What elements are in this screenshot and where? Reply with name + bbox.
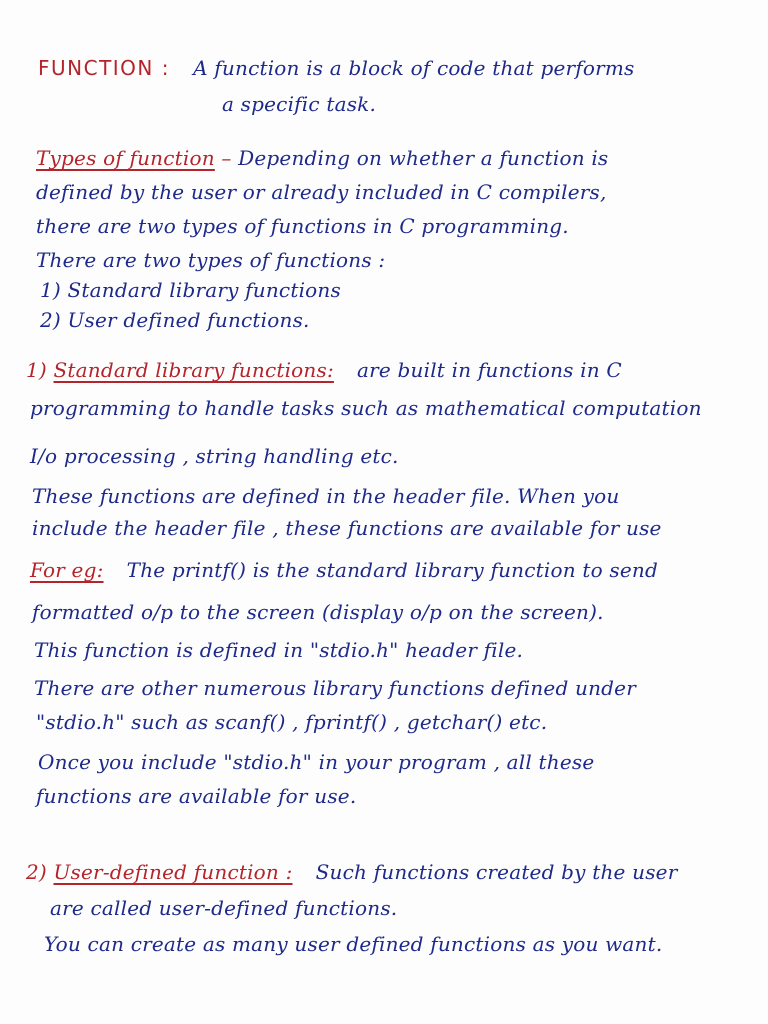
types-heading: Types of function: [36, 146, 215, 170]
standard-text-7: formatted o/p to the screen (display o/p on the screen).: [32, 600, 604, 624]
standard-line-5: [32, 514, 662, 542]
standard-line-6: [30, 556, 658, 584]
standard-line-12: [36, 782, 356, 810]
function-term: FUNCTION :: [38, 56, 170, 80]
standard-line-10: [36, 708, 547, 736]
types-dash: –: [221, 146, 232, 170]
standard-text-3: I/o processing , string handling etc.: [30, 444, 399, 468]
user-defined-text-2: are called user-defined functions.: [50, 896, 398, 920]
types-line-4: [36, 246, 385, 274]
standard-text-5: include the header file , these functions are available for use: [32, 516, 662, 540]
types-line-2: [36, 178, 607, 206]
function-definition-text-2: a specific task.: [222, 92, 377, 116]
standard-text-12: functions are available for use.: [36, 784, 357, 808]
example-label: For eg:: [30, 558, 104, 582]
standard-text-4: These functions are defined in the header file. When you: [32, 484, 620, 508]
types-line-3: [36, 212, 569, 240]
standard-text-1: are built in functions in C: [357, 358, 622, 382]
user-defined-text-3: You can create as many user defined functions as you want.: [44, 932, 663, 956]
standard-line-11: [38, 748, 594, 776]
function-definition-line-1: [38, 54, 635, 82]
standard-line-1: [26, 356, 622, 384]
types-list-item-1: [40, 276, 341, 304]
types-item-1: 1) Standard library functions: [40, 278, 341, 302]
user-defined-number: 2): [26, 860, 47, 884]
function-definition-text-1: A function is a block of code that performs: [193, 56, 635, 80]
standard-text-11: Once you include "stdio.h" in your program , all these: [38, 750, 595, 774]
user-defined-line-3: [44, 930, 662, 958]
types-text-1: Depending on whether a function is: [238, 146, 609, 170]
types-text-3: there are two types of functions in C programming.: [36, 214, 569, 238]
types-text-2: defined by the user or already included in C compilers,: [36, 180, 607, 204]
standard-number: 1): [26, 358, 47, 382]
standard-text-8: This function is defined in "stdio.h" header file.: [34, 638, 524, 662]
function-definition-line-2: [222, 90, 376, 118]
standard-text-9: There are other numerous library functions defined under: [34, 676, 636, 700]
standard-line-9: [34, 674, 636, 702]
types-list-item-2: [40, 306, 310, 334]
standard-heading: Standard library functions:: [53, 358, 334, 382]
standard-line-8: [34, 636, 523, 664]
standard-line-4: [32, 482, 619, 510]
user-defined-line-2: [50, 894, 397, 922]
user-defined-text-1: Such functions created by the user: [315, 860, 678, 884]
standard-line-2: [30, 394, 702, 422]
standard-text-2: programming to handle tasks such as mathematical computation: [30, 396, 702, 420]
types-line-1: [36, 144, 608, 172]
standard-line-3: [30, 442, 399, 470]
standard-text-10: "stdio.h" such as scanf() , fprintf() , getchar() etc.: [36, 710, 548, 734]
user-defined-line-1: [26, 858, 677, 886]
standard-line-7: [32, 598, 604, 626]
user-defined-heading: User-defined function :: [53, 860, 293, 884]
standard-text-6: The printf() is the standard library function to send: [126, 558, 658, 582]
types-text-4: There are two types of functions :: [36, 248, 386, 272]
types-item-2: 2) User defined functions.: [40, 308, 310, 332]
